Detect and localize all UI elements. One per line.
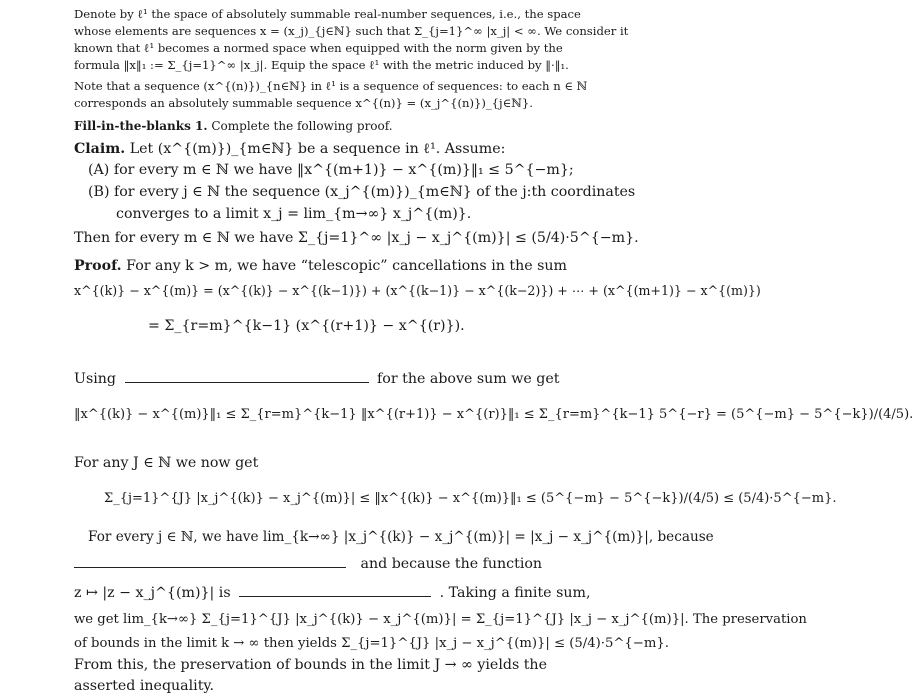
intro2-line-2: corresponds an absolutely summable sequence x^{(n)} = (x_j^{(n)})_{j∈ℕ}. <box>74 96 533 110</box>
exercise-label: Fill-in-the-blanks 1. <box>74 119 208 133</box>
for-any-J: For any J ∈ ℕ we now get <box>74 455 259 471</box>
asserted-line: asserted inequality. <box>74 678 215 694</box>
blank-2[interactable] <box>74 553 346 568</box>
telescoping-equation: x^{(k)} − x^{(m)} = (x^{(k)} − x^{(k−1)}) + (x^{(k−1)} − x^{(k−2)}) + ⋯ + (x^{(m+1)} − x^{(m)}) <box>74 283 761 298</box>
every-j-line: For every j ∈ ℕ, we have lim_{k→∞} |x_j^{(k)} − x_j^{(m)}| = |x_j − x_j^{(m)}|, because <box>88 529 714 545</box>
partial-sum-inequality: Σ_{j=1}^{J} |x_j^{(k)} − x_j^{(m)}| ≤ ‖x^{(k)} − x^{(m)}‖₁ ≤ (5^{−m} − 5^{−k})/(4/5) ≤ (5/4)·5^{−m}. <box>104 491 837 506</box>
proof-intro: For any k > m, we have “telescopic” cancellations in the sum <box>126 258 567 274</box>
assumption-b: (B) for every j ∈ ℕ the sequence (x_j^{(m)})_{m∈ℕ} of the j:th coordinates <box>88 184 636 200</box>
norm-inequality: ‖x^{(k)} − x^{(m)}‖₁ ≤ Σ_{r=m}^{k−1} ‖x^{(r+1)} − x^{(r)}‖₁ ≤ Σ_{r=m}^{k−1} 5^{−r} = (5^{−m} − 5^{−k})/(4/5). <box>74 407 913 422</box>
using-suffix: for the above sum we get <box>377 371 560 387</box>
exercise-heading <box>74 119 393 133</box>
bounds-line: of bounds in the limit k → ∞ then yields Σ_{j=1}^{J} |x_j − x_j^{(m)}| ≤ (5/4)·5^{−m}. <box>74 636 669 651</box>
exercise-instruction: Complete the following proof. <box>211 119 393 133</box>
intro-line-1: Denote by ℓ¹ the space of absolutely summable real-number sequences, i.e., the space <box>74 7 581 21</box>
using-prefix: Using <box>74 371 116 387</box>
function-prefix: z ↦ |z − x_j^{(m)}| is <box>74 585 231 601</box>
blank-1[interactable] <box>125 368 369 383</box>
blank-2-line <box>74 553 542 575</box>
intro-line-3: known that ℓ¹ becomes a normed space when equipped with the norm given by the <box>74 41 563 55</box>
blank-3[interactable] <box>239 582 431 597</box>
claim-line-1 <box>74 139 505 160</box>
intro2-line-1: Note that a sequence (x^{(n)})_{n∈ℕ} in ℓ¹ is a sequence of sequences: to each n ∈ ℕ <box>74 79 588 93</box>
and-because: and because the function <box>360 556 543 572</box>
assumption-a: (A) for every m ∈ ℕ we have ‖x^{(m+1)} − x^{(m)}‖₁ ≤ 5^{−m}; <box>88 162 574 178</box>
intro-line-4: formula ‖x‖₁ := Σ_{j=1}^∞ |x_j|. Equip the space ℓ¹ with the metric induced by ‖·‖₁. <box>74 58 569 72</box>
from-this-line: From this, the preservation of bounds in the limit J → ∞ yields the <box>74 657 547 673</box>
finite-sum-text: . Taking a finite sum, <box>439 585 591 601</box>
function-line <box>74 582 590 604</box>
proof-line-1 <box>74 256 567 277</box>
telescoping-sum: = Σ_{r=m}^{k−1} (x^{(r+1)} − x^{(r)}). <box>148 318 465 334</box>
intro-line-2: whose elements are sequences x = (x_j)_{j∈ℕ} such that Σ_{j=1}^∞ |x_j| < ∞. We consider it <box>74 24 629 38</box>
limit-sum-line: we get lim_{k→∞} Σ_{j=1}^{J} |x_j^{(k)} − x_j^{(m)}| = Σ_{j=1}^{J} |x_j − x_j^{(m)}|. The preservation <box>74 612 807 627</box>
assumption-b-cont: converges to a limit x_j = lim_{m→∞} x_j^{(m)}. <box>116 206 472 222</box>
claim-conclusion: Then for every m ∈ ℕ we have Σ_{j=1}^∞ |x_j − x_j^{(m)}| ≤ (5/4)·5^{−m}. <box>74 230 639 246</box>
claim-intro: Let (x^{(m)})_{m∈ℕ} be a sequence in ℓ¹. Assume: <box>129 141 506 157</box>
proof-label: Proof. <box>74 258 122 274</box>
using-line <box>74 368 559 390</box>
claim-label: Claim. <box>74 141 126 157</box>
